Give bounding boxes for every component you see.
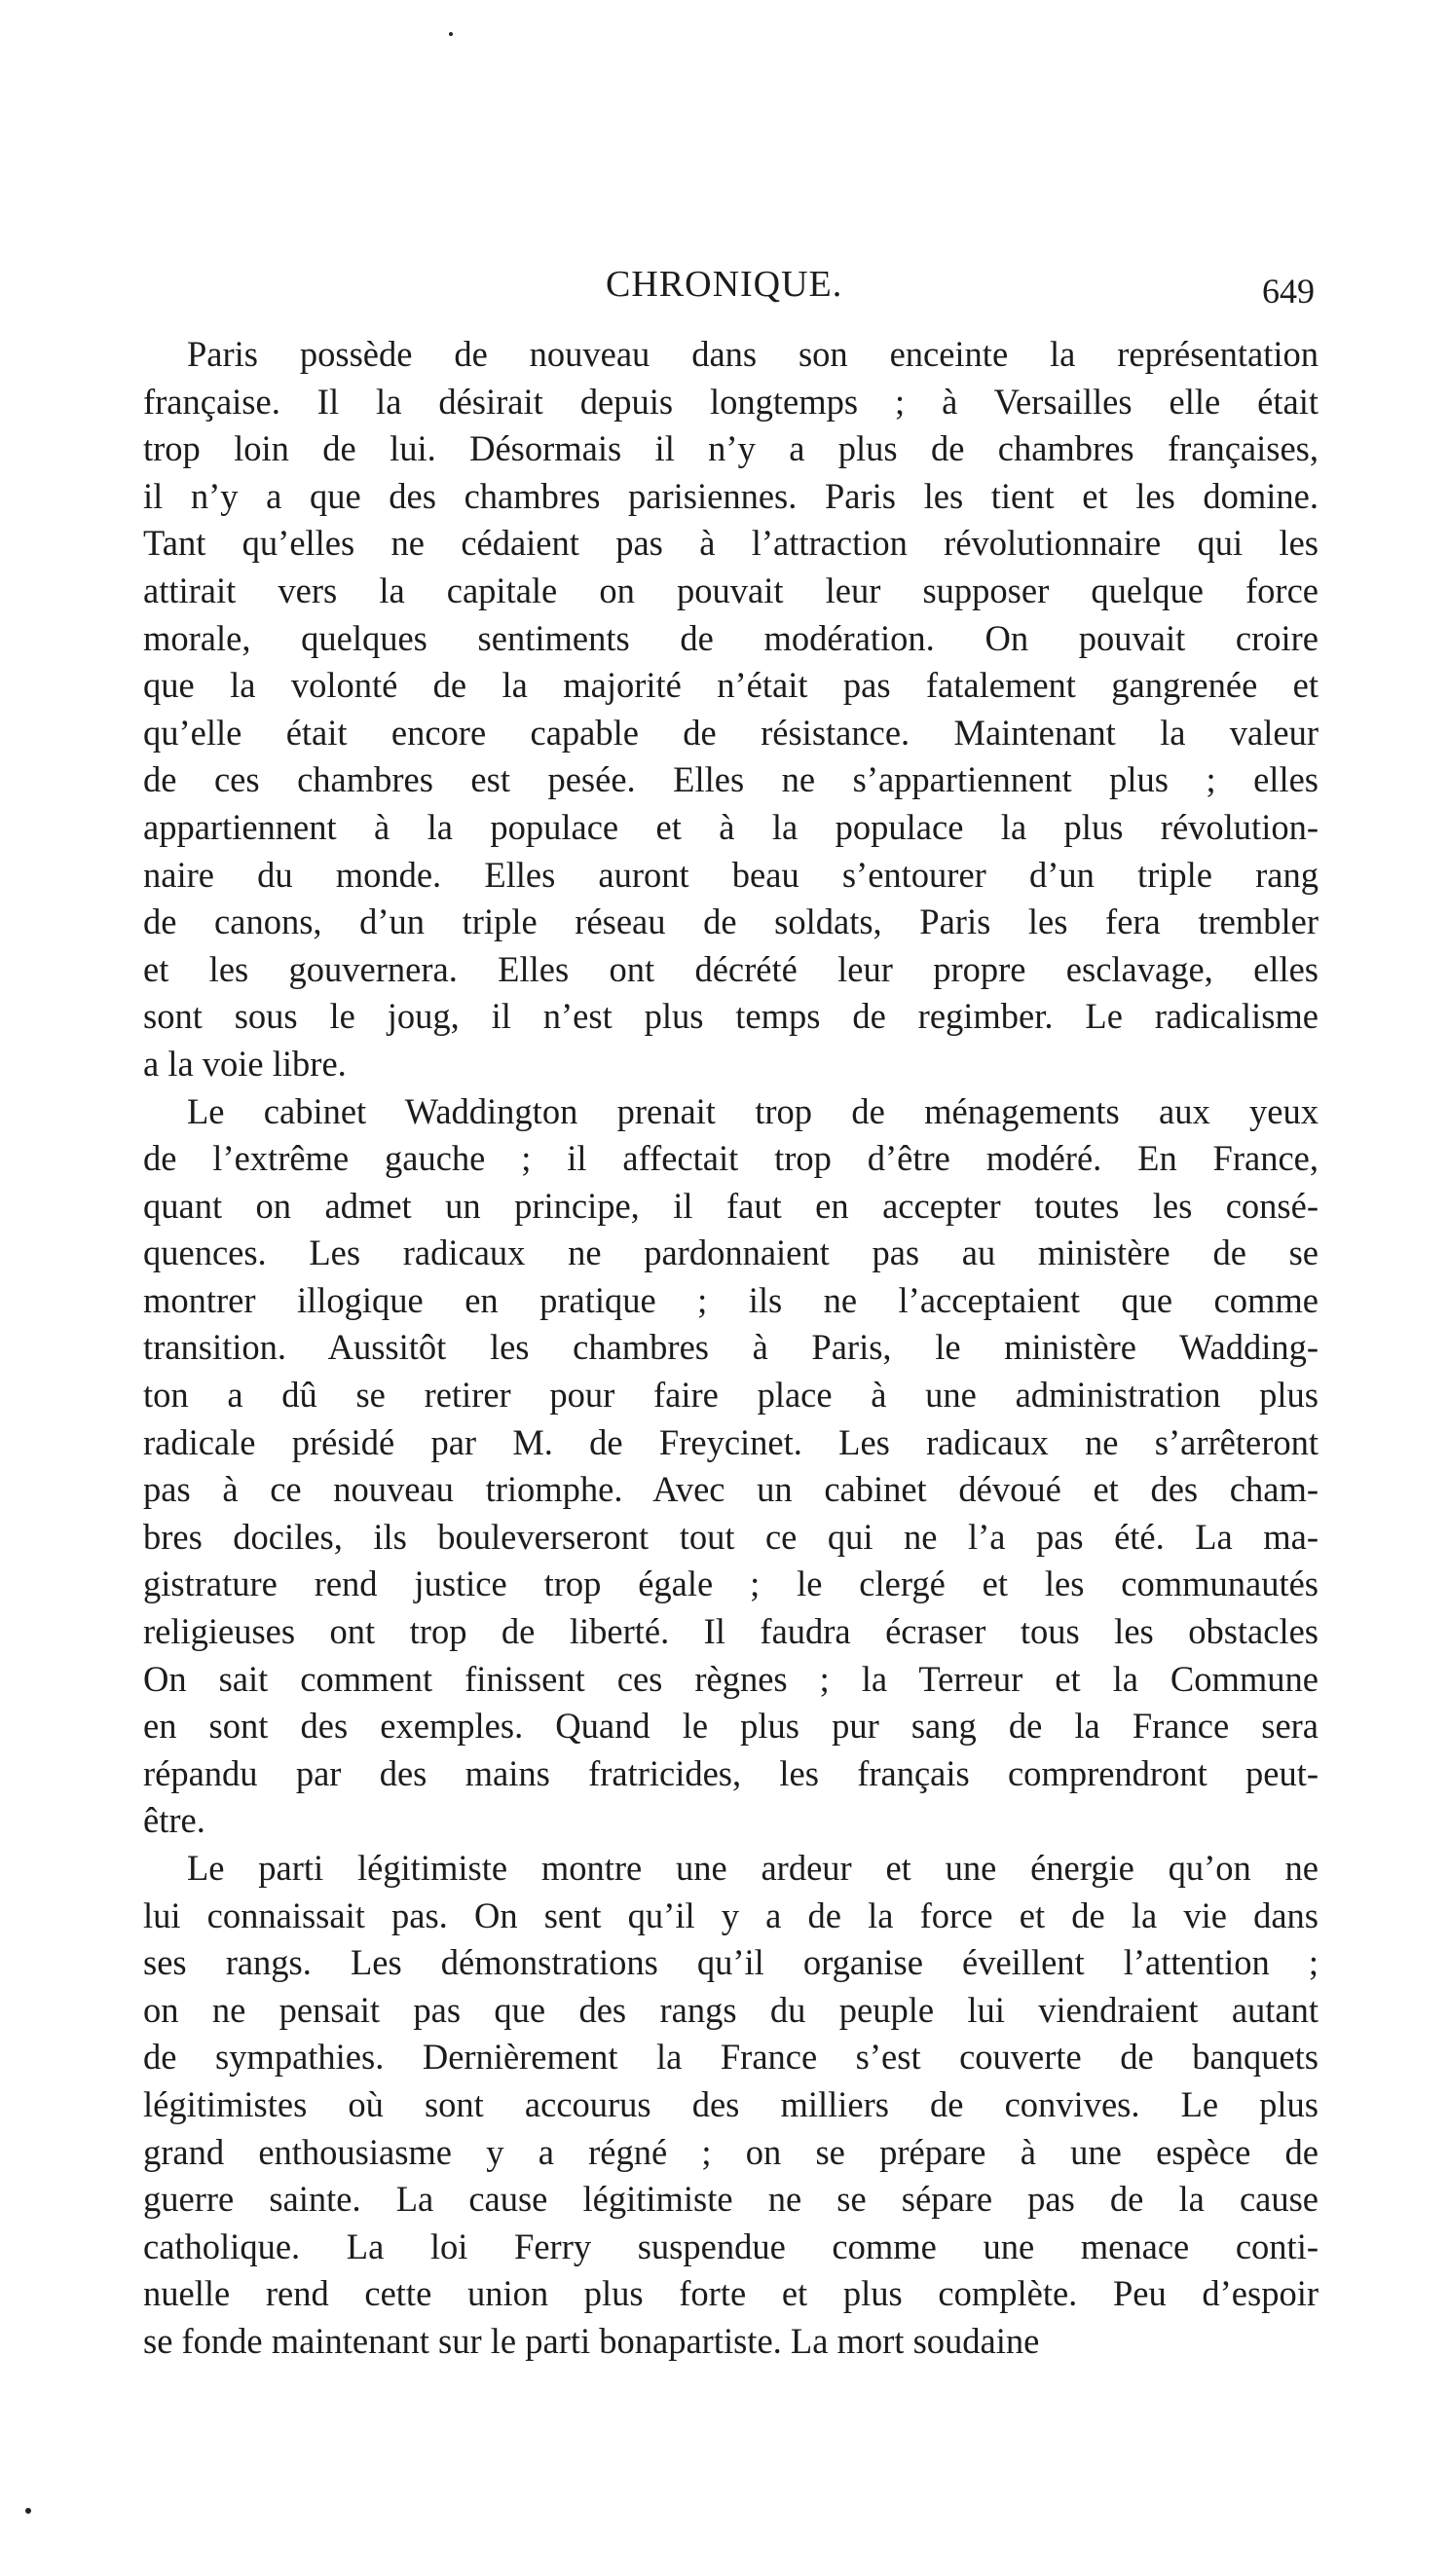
text-line: morale, quelques sentiments de modération. On pouvait croire	[143, 617, 1319, 658]
text-line: en sont des exemples. Quand le plus pur sang de la France sera	[143, 1706, 1319, 1747]
text-line: religieuses ont trop de liberté. Il faudra écraser tous les obstacles	[143, 1611, 1319, 1652]
scan-speck	[449, 32, 453, 36]
text-line: appartiennent à la populace et à la populace la plus révolution-	[143, 806, 1319, 847]
scan-speck	[25, 2508, 31, 2514]
text-line: naire du monde. Elles auront beau s’entourer d’un triple rang	[143, 854, 1319, 895]
text-line: grand enthousiasme y a régné ; on se prépare à une espèce de	[143, 2131, 1319, 2172]
text-line: ton a dû se retirer pour faire place à une administration plus	[143, 1375, 1319, 1416]
text-line: bres dociles, ils bouleverseront tout ce qui ne l’a pas été. La ma-	[143, 1516, 1319, 1557]
text-line: et les gouvernera. Elles ont décrété leur propre esclavage, elles	[143, 948, 1319, 989]
text-line: radicale présidé par M. de Freycinet. Les radicaux ne s’arrêteront	[143, 1421, 1319, 1462]
text-line: Le parti légitimiste montre une ardeur et une énergie qu’on ne	[187, 1848, 1319, 1888]
text-line: lui connaissait pas. On sent qu’il y a de la force et de la vie dans	[143, 1895, 1319, 1935]
text-line: de ces chambres est pesée. Elles ne s’appartiennent plus ; elles	[143, 759, 1319, 800]
text-line: française. Il la désirait depuis longtemps ; à Versailles elle était	[143, 381, 1319, 422]
text-line: Paris possède de nouveau dans son enceinte la représentation	[187, 334, 1319, 374]
page-number: 649	[1262, 272, 1315, 311]
text-line: montrer illogique en pratique ; ils ne l’acceptaient que comme	[143, 1279, 1319, 1320]
text-line: se fonde maintenant sur le parti bonapartiste. La mort soudaine	[143, 2320, 1040, 2361]
text-line: a la voie libre.	[143, 1043, 347, 1084]
text-line: de l’extrême gauche ; il affectait trop d’être modéré. En France,	[143, 1138, 1319, 1179]
text-line: légitimistes où sont accourus des milliers de convives. Le plus	[143, 2083, 1319, 2124]
paragraph	[143, 1845, 1319, 2366]
text-line: trop loin de lui. Désormais il n’y a plus de chambres françaises,	[143, 428, 1319, 469]
text-line: ses rangs. Les démonstrations qu’il organise éveillent l’attention ;	[143, 1942, 1319, 1983]
text-line: Le cabinet Waddington prenait trop de ménagements aux yeux	[187, 1090, 1319, 1131]
text-line: gistrature rend justice trop égale ; le clergé et les communautés	[143, 1564, 1319, 1604]
text-line: quences. Les radicaux ne pardonnaient pas au ministère de se	[143, 1233, 1319, 1273]
text-line: répandu par des mains fratricides, les français comprendront peut-	[143, 1752, 1319, 1793]
text-line: il n’y a que des chambres parisiennes. Paris les tient et les domine.	[143, 475, 1319, 516]
text-line: de sympathies. Dernièrement la France s’est couverte de banquets	[143, 2037, 1319, 2078]
text-line: pas à ce nouveau triomphe. Avec un cabinet dévoué et des cham-	[143, 1469, 1319, 1510]
running-header	[185, 263, 1315, 312]
text-line: catholique. La loi Ferry suspendue comme une menace conti-	[143, 2226, 1319, 2266]
paragraph	[143, 331, 1319, 1088]
text-line: Tant qu’elles ne cédaient pas à l’attraction révolutionnaire qui les	[143, 523, 1319, 564]
text-line: qu’elle était encore capable de résistance. Maintenant la valeur	[143, 712, 1319, 753]
paragraph	[143, 1088, 1319, 1846]
text-line: on ne pensait pas que des rangs du peuple lui viendraient autant	[143, 1989, 1319, 2030]
text-line: attirait vers la capitale on pouvait leur supposer quelque force	[143, 570, 1319, 610]
text-line: être.	[143, 1800, 205, 1841]
text-line: On sait comment finissent ces règnes ; la Terreur et la Commune	[143, 1658, 1319, 1699]
text-line: sont sous le joug, il n’est plus temps de regimber. Le radicalisme	[143, 996, 1319, 1037]
text-line: que la volonté de la majorité n’était pas fatalement gangrenée et	[143, 665, 1319, 706]
text-line: guerre sainte. La cause légitimiste ne se sépare pas de la cause	[143, 2179, 1319, 2220]
text-line: quant on admet un principe, il faut en accepter toutes les consé-	[143, 1185, 1319, 1226]
body-text	[143, 331, 1319, 2366]
text-line: transition. Aussitôt les chambres à Paris, le ministère Wadding-	[143, 1327, 1319, 1368]
running-title: CHRONIQUE.	[606, 264, 843, 305]
text-line: nuelle rend cette union plus forte et plus complète. Peu d’espoir	[143, 2273, 1319, 2314]
text-line: de canons, d’un triple réseau de soldats, Paris les fera trembler	[143, 902, 1319, 942]
